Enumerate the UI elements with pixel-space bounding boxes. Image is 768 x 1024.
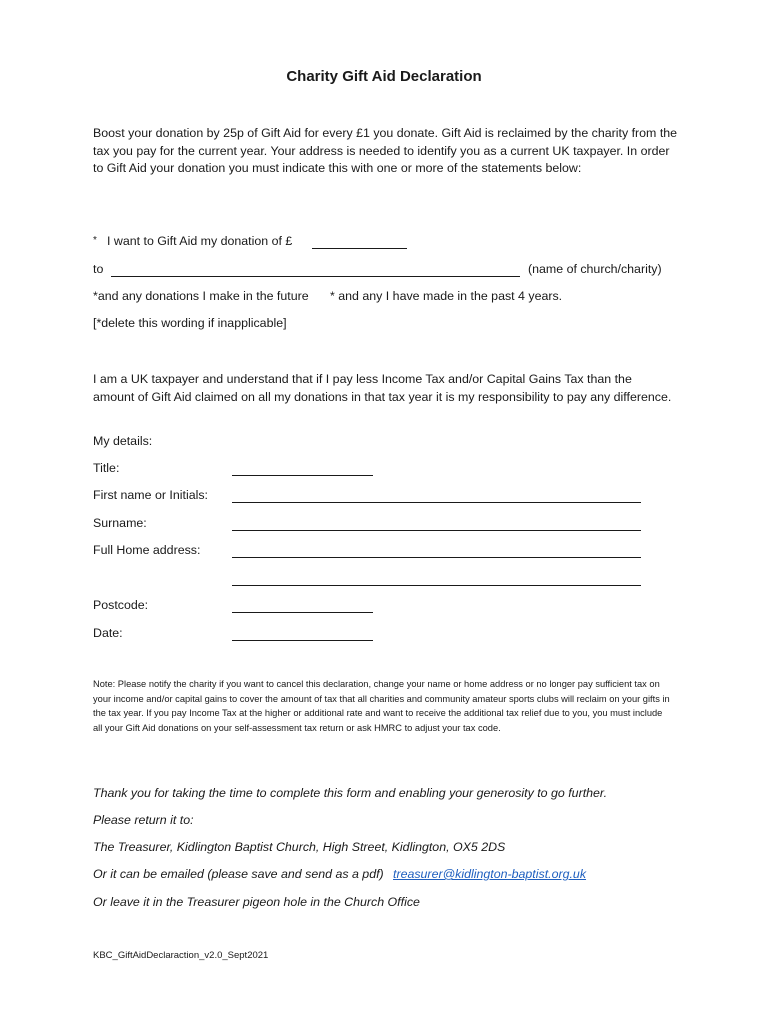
first-name-underline <box>232 502 641 503</box>
bullet-marker: * <box>93 235 97 246</box>
return-address: The Treasurer, Kidlington Baptist Church, High Street, Kidlington, OX5 2DS <box>93 840 506 854</box>
taxpayer-statement: I am a UK taxpayer and understand that if I pay less Income Tax and/or Capital Gains Tax than the amount of Gift Aid claimed on all my donations in that tax year it is my responsibility to pay any difference. <box>93 372 672 404</box>
to-label: to <box>93 262 104 276</box>
date-label: Date: <box>93 626 123 640</box>
charity-hint: (name of church/charity) <box>528 262 662 276</box>
thanks-text: Thank you for taking the time to complete this form and enabling your generosity to go further. <box>93 786 608 800</box>
details-heading: My details: <box>93 434 153 448</box>
return-prompt: Please return it to: <box>93 813 194 827</box>
donation-amount-underline <box>312 248 407 249</box>
postcode-underline <box>232 612 373 613</box>
address-line2-underline <box>232 585 641 586</box>
document-footer: KBC_GiftAidDeclaraction_v2.0_Sept2021 <box>93 950 269 961</box>
title-label: Title: <box>93 461 120 475</box>
address-label: Full Home address: <box>93 543 201 557</box>
title-underline <box>232 475 373 476</box>
date-underline <box>232 640 373 641</box>
pigeon-hole-text: Or leave it in the Treasurer pigeon hole in the Church Office <box>93 895 420 909</box>
charity-name-underline <box>111 276 520 277</box>
cancellation-note: Note: Please notify the charity if you want to cancel this declaration, change your name or home address or no longer pay sufficient tax on your income and/or capital gains to cover the amount of tax that all charities and community amateur sports clubs will reclaim on your gifts in the tax year. If you pay Income Tax at the higher or additional rate and want to receive the additional tax relief due to you, you must include all your Gift Aid donations on your self-assessment tax return or ask HMRC to adjust your tax code. <box>93 679 670 733</box>
delete-note: [*delete this wording if inapplicable] <box>93 316 287 330</box>
surname-label: Surname: <box>93 516 147 530</box>
future-donations-text: *and any donations I make in the future <box>93 289 309 303</box>
address-line1-underline <box>232 557 641 558</box>
postcode-label: Postcode: <box>93 598 149 612</box>
email-prompt: Or it can be emailed (please save and send as a pdf) <box>93 867 384 881</box>
treasurer-email-link[interactable]: treasurer@kidlington-baptist.org.uk <box>393 867 587 881</box>
surname-underline <box>232 530 641 531</box>
intro-paragraph: Boost your donation by 25p of Gift Aid for every £1 you donate. Gift Aid is reclaimed by the charity from the tax you pay for the current year. Your address is needed to identify you as a current UK taxpayer. In order to Gift Aid your donation you must indicate this with one or more of the statements below: <box>93 126 678 175</box>
first-name-label: First name or Initials: <box>93 488 208 502</box>
past-donations-text: * and any I have made in the past 4 years. <box>330 289 563 303</box>
donation-label: I want to Gift Aid my donation of £ <box>107 234 293 248</box>
page-title: Charity Gift Aid Declaration <box>286 68 482 85</box>
